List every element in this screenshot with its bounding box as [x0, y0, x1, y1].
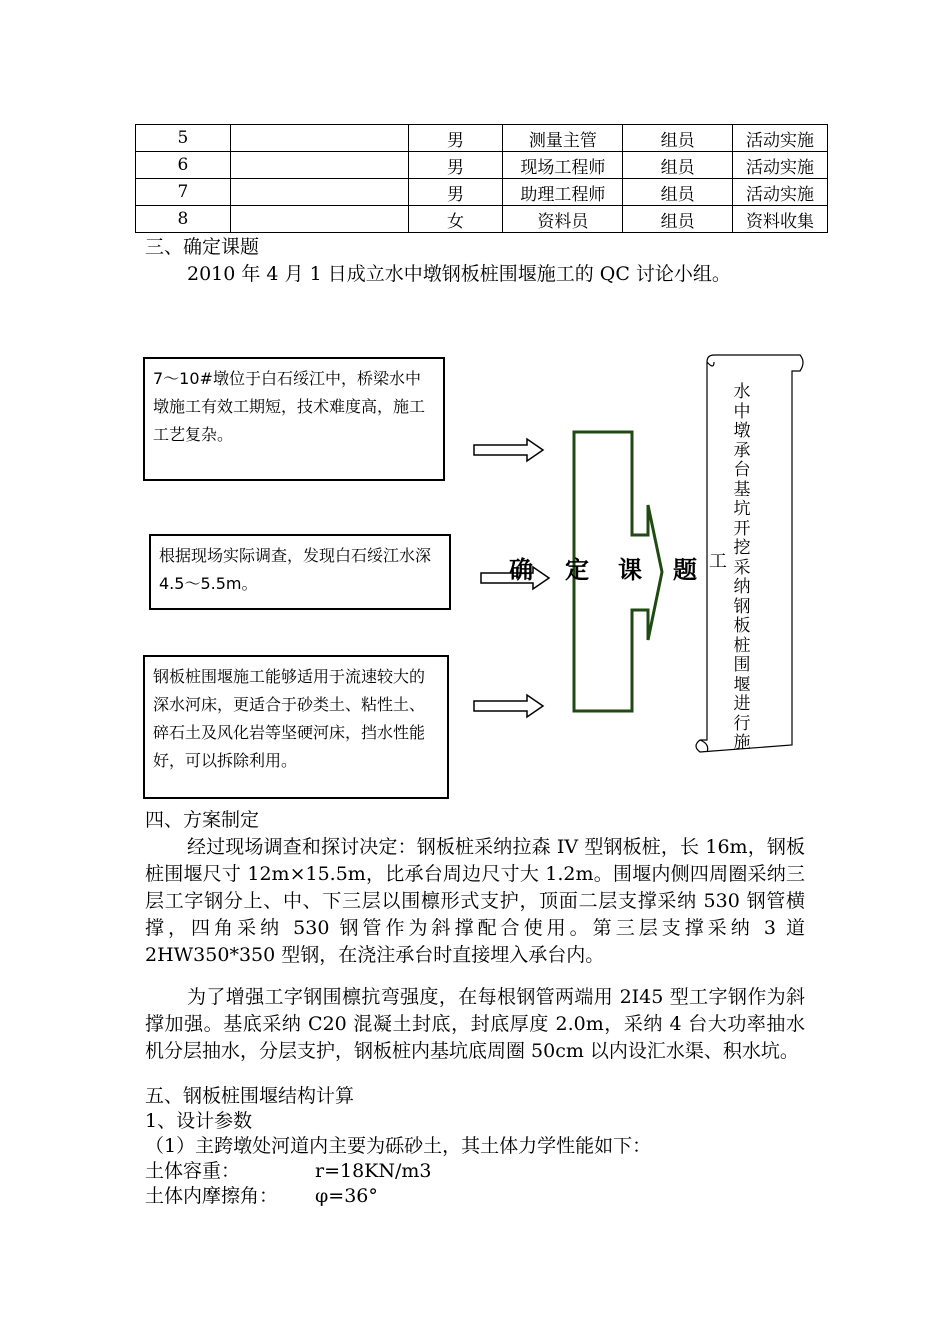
topic-label-char: 题	[673, 556, 697, 584]
table-cell-position: 现场工程师	[503, 152, 623, 179]
table-cell-position: 测量主管	[503, 125, 623, 152]
reason-box-3: 钢板桩围堰施工能够适用于流速较大的深水河床，更适合于砂类土、粘性土、碎石土及风化岩等坚硬河床，挡水性能好，可以拆除利用。	[143, 655, 449, 799]
table-cell-position: 资料员	[503, 206, 623, 233]
topic-label-char: 定	[565, 556, 589, 584]
topic-label-suffix: 工	[709, 551, 727, 572]
table-cell-gender: 男	[408, 152, 503, 179]
section5-heading: 五、钢板桩围堰结构计算	[145, 1085, 355, 1107]
topic-label-char: 课	[618, 556, 642, 584]
section4-para1: 经过现场调查和探讨决定：钢板桩采纳拉森 IV 型钢板桩，长 16m，钢板桩围堰尺寸 12m×15.5m，比承台周边尺寸大 1.2m。围堰内侧四周圈采纳三层工字钢分上、中、下三层以围檩形式支护，顶面二层支撑采纳 530 钢管横撑，四角采纳 530 钢管作为斜撑配合使用。第三层支撑采纳 3 道 2HW350*350 型钢，在浇注承台时直接埋入承台内。	[145, 836, 805, 966]
arrow-icon	[474, 439, 543, 461]
table-cell-role: 组员	[623, 152, 733, 179]
table-cell-no: 7	[136, 179, 231, 206]
param-value: φ=36°	[315, 1185, 378, 1207]
table-cell-duty: 资料收集	[733, 206, 828, 233]
table-cell-no: 6	[136, 152, 231, 179]
topic-label-char: 确	[509, 556, 533, 584]
table-cell-no: 8	[136, 206, 231, 233]
table-cell-role: 组员	[623, 206, 733, 233]
param-value: r=18KN/m3	[315, 1160, 432, 1182]
table-cell-gender: 男	[408, 179, 503, 206]
section5-sub1: 1、设计参数	[145, 1110, 253, 1132]
section5-item1: （1）主跨墩处河道内主要为砾砂土，其土体力学性能如下：	[145, 1135, 652, 1157]
param-label: 土体容重：	[145, 1160, 241, 1182]
table-cell-gender: 男	[408, 125, 503, 152]
table-cell-duty: 活动实施	[733, 179, 828, 206]
section4-para2: 为了增强工字钢围檩抗弯强度，在每根钢管两端用 2I45 型工字钢作为斜撑加强。基底采纳 C20 混凝土封底，封底厚度 2.0m，采纳 4 台大功率抽水机分层抽水，分层支护，钢板桩内基坑底周圈 50cm 以内设汇水渠、积水坑。	[145, 986, 805, 1062]
section3-intro: 2010 年 4 月 1 日成立水中墩钢板桩围堰施工的 QC 讨论小组。	[187, 263, 731, 285]
table-cell-role: 组员	[623, 125, 733, 152]
table-cell-position: 助理工程师	[503, 179, 623, 206]
scroll-text: 水中墩承台基坑开挖采纳钢板桩围堰进行施	[733, 382, 751, 753]
reason-box-1: 7～10#墩位于白石绥江中，桥梁水中墩施工有效工期短，技术难度高，施工工艺复杂。	[143, 357, 445, 481]
section3-heading: 三、确定课题	[145, 236, 260, 258]
arrow-icon	[474, 695, 543, 717]
table-cell-duty: 活动实施	[733, 152, 828, 179]
table-cell-role: 组员	[623, 179, 733, 206]
reason-box-2: 根据现场实际调查，发现白石绥江水深4.5～5.5m。	[149, 534, 451, 610]
param-label: 土体内摩擦角：	[145, 1185, 279, 1207]
section4-heading: 四、方案制定	[145, 809, 260, 831]
table-cell-duty: 活动实施	[733, 125, 828, 152]
table-cell-gender: 女	[408, 206, 503, 233]
table-cell-no: 5	[136, 125, 231, 152]
